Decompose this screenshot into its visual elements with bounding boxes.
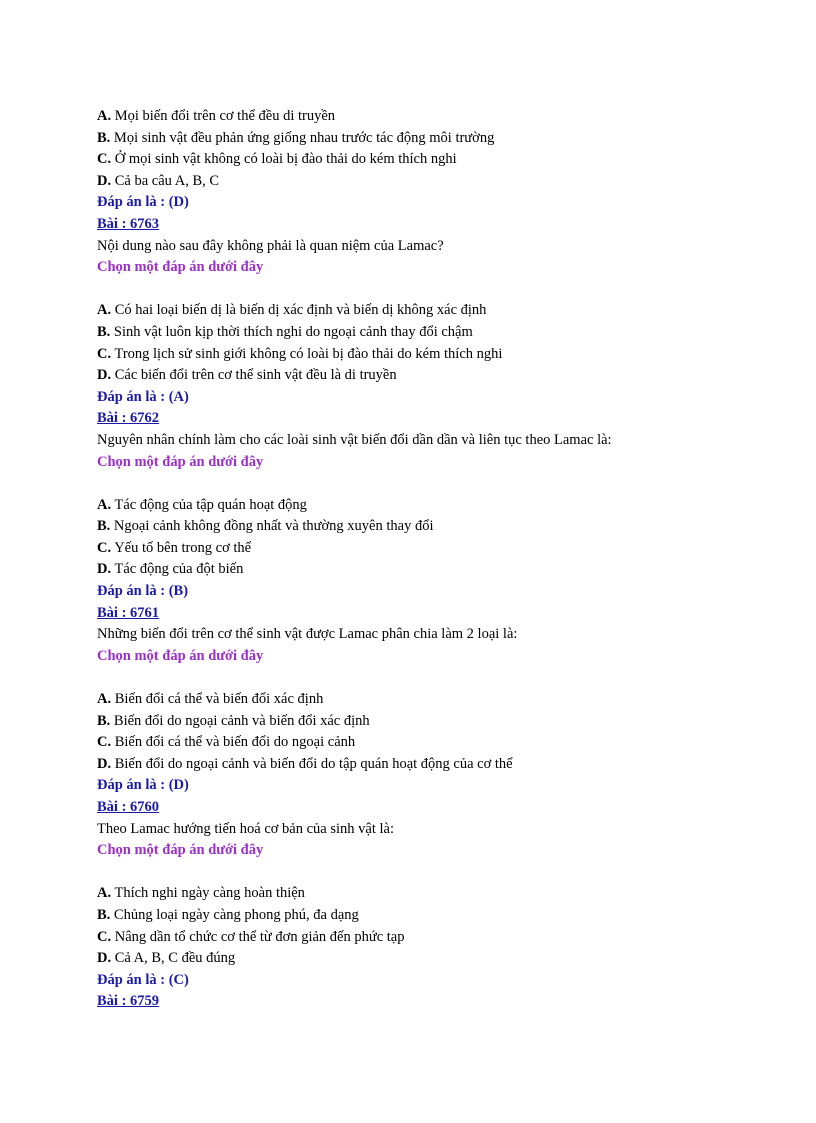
option-a: A. Có hai loại biến dị là biến dị xác định và biến dị không xác định <box>97 302 487 319</box>
answer-label: Đáp án là : (D) <box>97 194 189 211</box>
option-d: D. Các biến đổi trên cơ thể sinh vật đều là di truyền <box>97 367 397 384</box>
choose-prompt: Chọn một đáp án dưới đây <box>97 259 264 276</box>
option-a: A. Biến đổi cá thể và biến đổi xác định <box>97 691 324 708</box>
answer-label: Đáp án là : (C) <box>97 971 189 988</box>
bai-link[interactable]: Bài : 6763 <box>97 215 160 232</box>
question-text: Nguyên nhân chính làm cho các loài sinh vật biến đổi dần dần và liên tục theo Lamac là: <box>97 431 612 448</box>
question-block <box>97 214 777 408</box>
question-block <box>97 797 777 991</box>
option-c: C. Yếu tố bên trong cơ thể <box>97 539 252 556</box>
bai-link[interactable]: Bài : 6760 <box>97 799 160 815</box>
option-b: B. Chủng loại ngày càng phong phú, đa dạng <box>97 906 359 923</box>
choose-prompt: Chọn một đáp án dưới đây <box>97 842 264 859</box>
option-d: D. Cả ba câu A, B, C <box>97 172 220 189</box>
option-c: C. Nâng dần tổ chức cơ thể từ đơn giản đến phức tạp <box>97 928 405 945</box>
answer-label: Đáp án là : (A) <box>97 388 189 405</box>
option-d: D. Tác động của đột biến <box>97 561 244 578</box>
option-c: C. Biến đổi cá thể và biến đổi do ngoại cảnh <box>97 734 356 751</box>
option-d: D. Cả A, B, C đều đúng <box>97 950 236 967</box>
bai-link[interactable]: Bài : 6761 <box>97 604 160 621</box>
question-text: Theo Lamac hướng tiến hoá cơ bản của sinh vật là: <box>97 820 394 837</box>
choose-prompt: Chọn một đáp án dưới đây <box>97 647 264 664</box>
bai-link[interactable]: Bài : 6759 <box>97 993 160 1010</box>
option-a: A. Tác động của tập quán hoạt động <box>97 496 307 513</box>
option-a: A. Mọi biến đổi trên cơ thể đều di truyền <box>97 108 336 124</box>
question-text: Nội dung nào sau đây không phải là quan niệm của Lamac? <box>97 237 444 254</box>
answer-label: Đáp án là : (D) <box>97 777 189 794</box>
document-page <box>97 106 777 1013</box>
answer-label: Đáp án là : (B) <box>97 583 189 600</box>
option-b: B. Biến đổi do ngoại cảnh và biến đổi xác định <box>97 712 370 729</box>
option-b: B. Ngoại cảnh không đồng nhất và thường xuyên thay đổi <box>97 518 434 535</box>
bai-link[interactable]: Bài : 6762 <box>97 410 160 427</box>
choose-prompt: Chọn một đáp án dưới đây <box>97 453 264 470</box>
option-b: B. Mọi sinh vật đều phản ứng giống nhau trước tác động môi trường <box>97 129 495 146</box>
question-text: Những biến đổi trên cơ thể sinh vật được Lamac phân chia làm 2 loại là: <box>97 626 518 643</box>
option-a: A. Thích nghi ngày càng hoàn thiện <box>97 885 305 902</box>
option-c: C. Trong lịch sử sinh giới không có loài bị đào thải do kém thích nghi <box>97 345 503 362</box>
option-b: B. Sinh vật luôn kịp thời thích nghi do ngoại cảnh thay đổi chậm <box>97 323 473 340</box>
question-block-continuation <box>97 106 777 214</box>
question-block <box>97 408 777 602</box>
option-d: D. Biến đổi do ngoại cảnh và biến đổi do tập quán hoạt động của cơ thể <box>97 755 513 772</box>
option-c: C. Ở mọi sinh vật không có loài bị đào thải do kém thích nghi <box>97 151 457 168</box>
question-block <box>97 603 777 797</box>
